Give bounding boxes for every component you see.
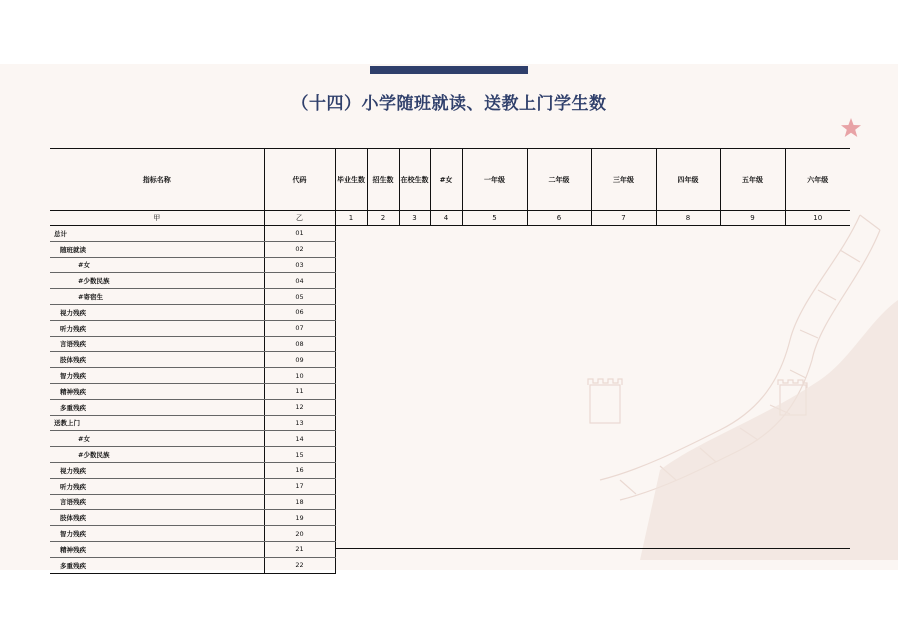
row-label: 肢体残疾 [50,352,264,368]
header-grade-6: 六年级 [785,149,850,211]
row-label: 送教上门 [50,415,264,431]
row-label: 言语残疾 [50,336,264,352]
table-row [50,273,850,289]
page-title: （十四）小学随班就读、送教上门学生数 [291,94,607,114]
row-label: #寄宿生 [50,289,264,305]
row-code: 12 [264,399,335,415]
table-header-row [50,149,850,211]
empty-data-area [335,526,850,542]
header-enrollment: 招生数 [367,149,399,211]
row-code: 21 [264,541,335,557]
table-row [50,478,850,494]
row-label: #女 [50,257,264,273]
row-label: 多重残疾 [50,557,264,573]
header-grade-4: 四年级 [656,149,720,211]
table-row [50,431,850,447]
table-row [50,557,850,573]
row-code: 11 [264,383,335,399]
row-code: 18 [264,494,335,510]
row-label: 随班就读 [50,241,264,257]
row-label: #女 [50,431,264,447]
row-code: 19 [264,510,335,526]
empty-data-area [335,257,850,273]
table-row [50,304,850,320]
empty-data-area [335,494,850,510]
empty-data-area [335,368,850,384]
row-label: #少数民族 [50,447,264,463]
table-row [50,368,850,384]
empty-data-area [335,304,850,320]
row-code: 15 [264,447,335,463]
column-number-name: 甲 [50,211,264,226]
table-row [50,226,850,242]
column-number: 7 [591,211,656,226]
row-code: 04 [264,273,335,289]
table-row [50,241,850,257]
column-number-row [50,211,850,226]
row-label: 听力残疾 [50,478,264,494]
header-in-school: 在校生数 [399,149,430,211]
row-code: 07 [264,320,335,336]
table-row [50,510,850,526]
table-row [50,447,850,463]
title-accent-bar [370,66,528,74]
empty-data-area [335,447,850,463]
empty-data-area [335,383,850,399]
column-number: 4 [430,211,462,226]
row-label: 总计 [50,226,264,242]
table-row [50,289,850,305]
header-code: 代码 [264,149,335,211]
table-row [50,541,850,557]
row-label: 视力残疾 [50,462,264,478]
row-code: 06 [264,304,335,320]
row-label: 智力残疾 [50,368,264,384]
column-number: 9 [720,211,785,226]
empty-data-area [335,462,850,478]
row-code: 20 [264,526,335,542]
row-label: #少数民族 [50,273,264,289]
empty-data-area [335,399,850,415]
column-number-code: 乙 [264,211,335,226]
row-label: 精神残疾 [50,383,264,399]
row-code: 14 [264,431,335,447]
row-code: 10 [264,368,335,384]
table-row [50,526,850,542]
empty-data-area [335,320,850,336]
column-number: 8 [656,211,720,226]
row-code: 08 [264,336,335,352]
table-body [50,226,850,574]
empty-data-area [335,431,850,447]
empty-data-area [335,273,850,289]
row-code: 01 [264,226,335,242]
row-code: 22 [264,557,335,573]
row-label: 智力残疾 [50,526,264,542]
empty-data-area [335,352,850,368]
header-female: #女 [430,149,462,211]
row-label: 视力残疾 [50,304,264,320]
column-number: 10 [785,211,850,226]
empty-data-area [335,415,850,431]
row-code: 05 [264,289,335,305]
table-row [50,320,850,336]
header-grade-1: 一年级 [462,149,527,211]
row-label: 言语残疾 [50,494,264,510]
row-label: 精神残疾 [50,541,264,557]
row-code: 16 [264,462,335,478]
empty-data-area [335,541,850,557]
column-number: 3 [399,211,430,226]
empty-data-area [335,478,850,494]
row-code: 13 [264,415,335,431]
column-number: 5 [462,211,527,226]
table-row [50,494,850,510]
row-code: 02 [264,241,335,257]
header-indicator-name: 指标名称 [50,149,264,211]
star-icon [840,117,862,139]
header-grade-2: 二年级 [527,149,591,211]
column-number: 6 [527,211,591,226]
table-bottom-rule [335,548,850,549]
column-number: 2 [367,211,399,226]
row-label: 听力残疾 [50,320,264,336]
empty-data-area [335,226,850,242]
table-row [50,257,850,273]
table-row [50,415,850,431]
empty-data-area [335,241,850,257]
empty-data-area [335,557,850,573]
statistics-table [50,148,850,574]
row-code: 09 [264,352,335,368]
row-label: 多重残疾 [50,399,264,415]
column-number: 1 [335,211,367,226]
table-row [50,462,850,478]
empty-data-area [335,289,850,305]
empty-data-area [335,336,850,352]
table-row [50,383,850,399]
table-row [50,336,850,352]
table-row [50,399,850,415]
row-code: 03 [264,257,335,273]
header-graduates: 毕业生数 [335,149,367,211]
table-row [50,352,850,368]
header-grade-5: 五年级 [720,149,785,211]
header-grade-3: 三年级 [591,149,656,211]
row-label: 肢体残疾 [50,510,264,526]
empty-data-area [335,510,850,526]
row-code: 17 [264,478,335,494]
